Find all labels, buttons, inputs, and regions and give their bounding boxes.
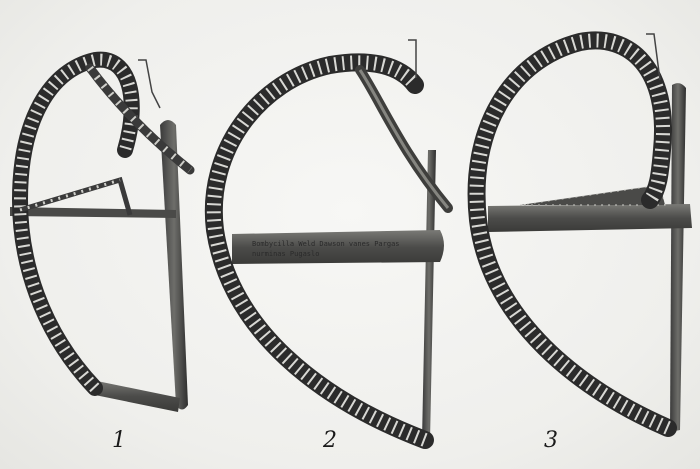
artifact-2 bbox=[214, 40, 448, 440]
artifact-3 bbox=[477, 34, 692, 432]
artifact-1-lashed-frame bbox=[20, 60, 132, 388]
artifact-1-cross-stick bbox=[10, 207, 176, 218]
artifact-2-inscription-line1: Bombycilla Weld Dawson vanes Pargas bbox=[252, 240, 400, 248]
artifact-3-bar bbox=[488, 204, 692, 232]
figure-label-3: 3 bbox=[544, 428, 559, 453]
figure-label-2: 2 bbox=[323, 428, 338, 453]
artifact-1 bbox=[10, 60, 190, 412]
figure-label-1: 1 bbox=[112, 428, 127, 453]
artifact-2-inscription-line2: nurminas Pugaslo bbox=[252, 250, 320, 258]
artifact-3-upright bbox=[670, 83, 686, 432]
artifact-1-base-bar bbox=[90, 380, 180, 412]
